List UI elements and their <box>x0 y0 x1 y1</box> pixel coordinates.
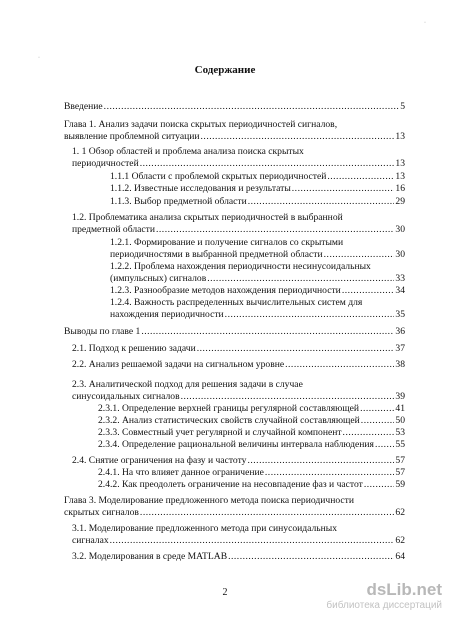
toc-page-number: 53 <box>395 427 405 438</box>
toc-entry-title: 2.4.2. Как преодолеть ограничение на несовпадение фаз и частот <box>98 479 363 490</box>
scan-mark: · <box>38 55 40 61</box>
toc-entry[interactable] <box>98 415 405 426</box>
toc-entry-title: Выводы по главе 1 <box>64 326 141 337</box>
toc-entry-title: 2.1. Подход к решению задачи <box>72 343 196 354</box>
toc-page-number: 35 <box>395 309 405 320</box>
toc-page-number: 38 <box>395 359 405 370</box>
toc-entry-title: предметной области <box>72 224 155 235</box>
toc-entry-line: Глава 1. Анализ задачи поиска скрытых периодичностей сигналов, <box>64 119 338 130</box>
toc-entry-title: 3.2. Моделирования в среде MATLAB <box>72 551 228 562</box>
page-title: Содержание <box>194 64 256 76</box>
toc-entry[interactable] <box>72 359 405 370</box>
toc-page-number: 62 <box>395 535 405 546</box>
toc-entry[interactable] <box>110 285 405 296</box>
toc-dot-leader <box>156 224 394 235</box>
toc-entry-line: 1.2. Проблематика анализа скрытых периодичностей в выбранной <box>72 212 343 223</box>
toc-page-number: 33 <box>395 273 405 284</box>
toc-dot-leader <box>201 131 395 142</box>
toc-page-number: 13 <box>395 158 405 169</box>
toc-entry[interactable] <box>72 551 405 562</box>
toc-page-number: 30 <box>395 224 405 235</box>
scan-mark: · <box>424 20 426 26</box>
toc-dot-leader <box>247 455 394 466</box>
toc-entry-line: 1.2.2. Проблема нахождения периодичности несинусоидальных <box>110 261 371 272</box>
toc-page-number: 64 <box>395 551 405 562</box>
toc-entry[interactable] <box>98 467 405 478</box>
toc-entry-title: 1.1.2. Известные исследования и результаты <box>110 183 291 194</box>
toc-dot-leader <box>248 196 395 207</box>
toc-entry[interactable] <box>110 196 405 207</box>
toc-entry-title: 2.3.3. Совместный учет регулярной и случайной компонент <box>98 427 342 438</box>
toc-page-number: 39 <box>395 391 405 402</box>
toc-entry[interactable] <box>110 171 405 182</box>
toc-entry[interactable] <box>72 391 405 402</box>
toc-dot-leader <box>181 391 395 402</box>
toc-entry[interactable] <box>110 183 405 194</box>
toc-dot-leader <box>141 326 394 337</box>
toc-entry-title: периодичностей <box>72 158 139 169</box>
toc-entry[interactable] <box>72 343 405 354</box>
toc-page-number: 5 <box>400 101 405 112</box>
toc-entry[interactable] <box>98 427 405 438</box>
toc-page-number: 29 <box>395 196 405 207</box>
toc-dot-leader <box>285 359 394 370</box>
toc-entry[interactable] <box>72 455 405 466</box>
toc-page-number: 41 <box>395 403 405 414</box>
toc-entry-title: 2.4.1. На что влияет данное ограничение <box>98 467 264 478</box>
toc-entry[interactable] <box>64 131 405 142</box>
toc-dot-leader <box>343 427 395 438</box>
toc-dot-leader <box>140 507 394 518</box>
toc-entry-line: 2.3. Аналитической подход для решения задачи в случае <box>72 379 303 390</box>
toc-page-number: 16 <box>395 183 405 194</box>
toc-entry-title: (импульсных) сигналов <box>110 273 207 284</box>
toc-entry[interactable] <box>98 439 405 450</box>
toc-page-number: 50 <box>395 415 405 426</box>
toc-entry-title: синусоидальных сигналов <box>72 391 180 402</box>
toc-entry[interactable] <box>72 158 405 169</box>
toc-page-number: 57 <box>395 467 405 478</box>
toc-entry-title: 2.3.4. Определение рациональной величины интервала наблюдения <box>98 439 374 450</box>
toc-entry-title: 2.3.2. Анализ статистических свойств случайной составляющей <box>98 415 360 426</box>
toc-entry[interactable] <box>98 479 405 490</box>
toc-entry[interactable] <box>110 249 405 260</box>
toc-entry-title: нахождения периодичности <box>110 309 224 320</box>
toc-dot-leader <box>265 467 395 478</box>
toc-dot-leader <box>197 343 395 354</box>
toc-entry-title: 2.4. Снятие ограничения на фазу и частоту <box>72 455 247 466</box>
toc-page-number: 13 <box>395 171 405 182</box>
toc-page-number: 62 <box>395 507 405 518</box>
toc-page-number: 37 <box>395 343 405 354</box>
toc-dot-leader <box>228 551 394 562</box>
toc-entry[interactable] <box>64 326 405 337</box>
toc-entry-title: 1.1.3. Выбор предметной области <box>110 196 247 207</box>
toc-dot-leader <box>361 415 395 426</box>
toc-entry-title: Введение <box>64 101 103 112</box>
watermark-subtitle: библиотека диссертаций <box>326 600 442 611</box>
page-number: 2 <box>222 587 228 598</box>
toc-entry[interactable] <box>64 507 405 518</box>
toc-entry[interactable] <box>110 273 405 284</box>
toc-page-number: 13 <box>395 131 405 142</box>
toc-entry-title: сигналах <box>72 535 109 546</box>
toc-entry[interactable] <box>110 309 405 320</box>
toc-dot-leader <box>104 101 400 112</box>
toc-dot-leader <box>342 285 395 296</box>
toc-entry[interactable] <box>72 535 405 546</box>
toc-entry-line: 3.1. Моделирование предложенного метода при синусоидальных <box>72 523 338 534</box>
toc-dot-leader <box>225 309 395 320</box>
toc-page-number: 30 <box>395 249 405 260</box>
toc-dot-leader <box>327 171 394 182</box>
toc-dot-leader <box>360 403 394 414</box>
toc-entry-title: 2.3.1. Определение верхней границы регулярной составляющей <box>98 403 360 414</box>
watermark <box>302 580 442 616</box>
toc-entry-title: 2.2. Анализ решаемой задачи на сигнальном уровне <box>72 359 285 370</box>
toc-entry-title: периодичностями в выбранной предметной области <box>110 249 323 260</box>
toc-dot-leader <box>375 439 394 450</box>
toc-entry-title: 1.2.3. Разнообразие методов нахождения периодичности <box>110 285 341 296</box>
toc-dot-leader <box>292 183 395 194</box>
toc-entry[interactable] <box>72 224 405 235</box>
toc-entry-line: 1.2.4. Важность распределенных вычислительных систем для <box>110 297 363 308</box>
toc-entry[interactable] <box>64 101 405 112</box>
toc-page-number: 57 <box>395 455 405 466</box>
toc-page-number: 34 <box>395 285 405 296</box>
toc-entry-title: 1.1.1 Области с проблемой скрытых периодичностей <box>110 171 327 182</box>
toc-entry-title: скрытых сигналов <box>64 507 139 518</box>
toc-dot-leader <box>364 479 395 490</box>
watermark-logo: dsLib.net <box>366 580 442 599</box>
toc-dot-leader <box>324 249 395 260</box>
toc-page-number: 59 <box>395 479 405 490</box>
toc-dot-leader <box>207 273 394 284</box>
toc-entry-line: Глава 3. Моделирование предложенного метода поиска периодичности <box>64 495 354 506</box>
toc-entry[interactable] <box>98 403 405 414</box>
toc-entry-line: 1.2.1. Формирование и получение сигналов со скрытыми <box>110 237 344 248</box>
toc-page-number: 36 <box>395 326 405 337</box>
toc-entry-title: выявление проблемной ситуации <box>64 131 200 142</box>
toc-entry-line: 1. 1 Обзор областей и проблема анализа поиска скрытых <box>72 146 304 157</box>
toc-dot-leader <box>140 158 395 169</box>
toc-page-number: 55 <box>395 439 405 450</box>
toc-dot-leader <box>110 535 395 546</box>
